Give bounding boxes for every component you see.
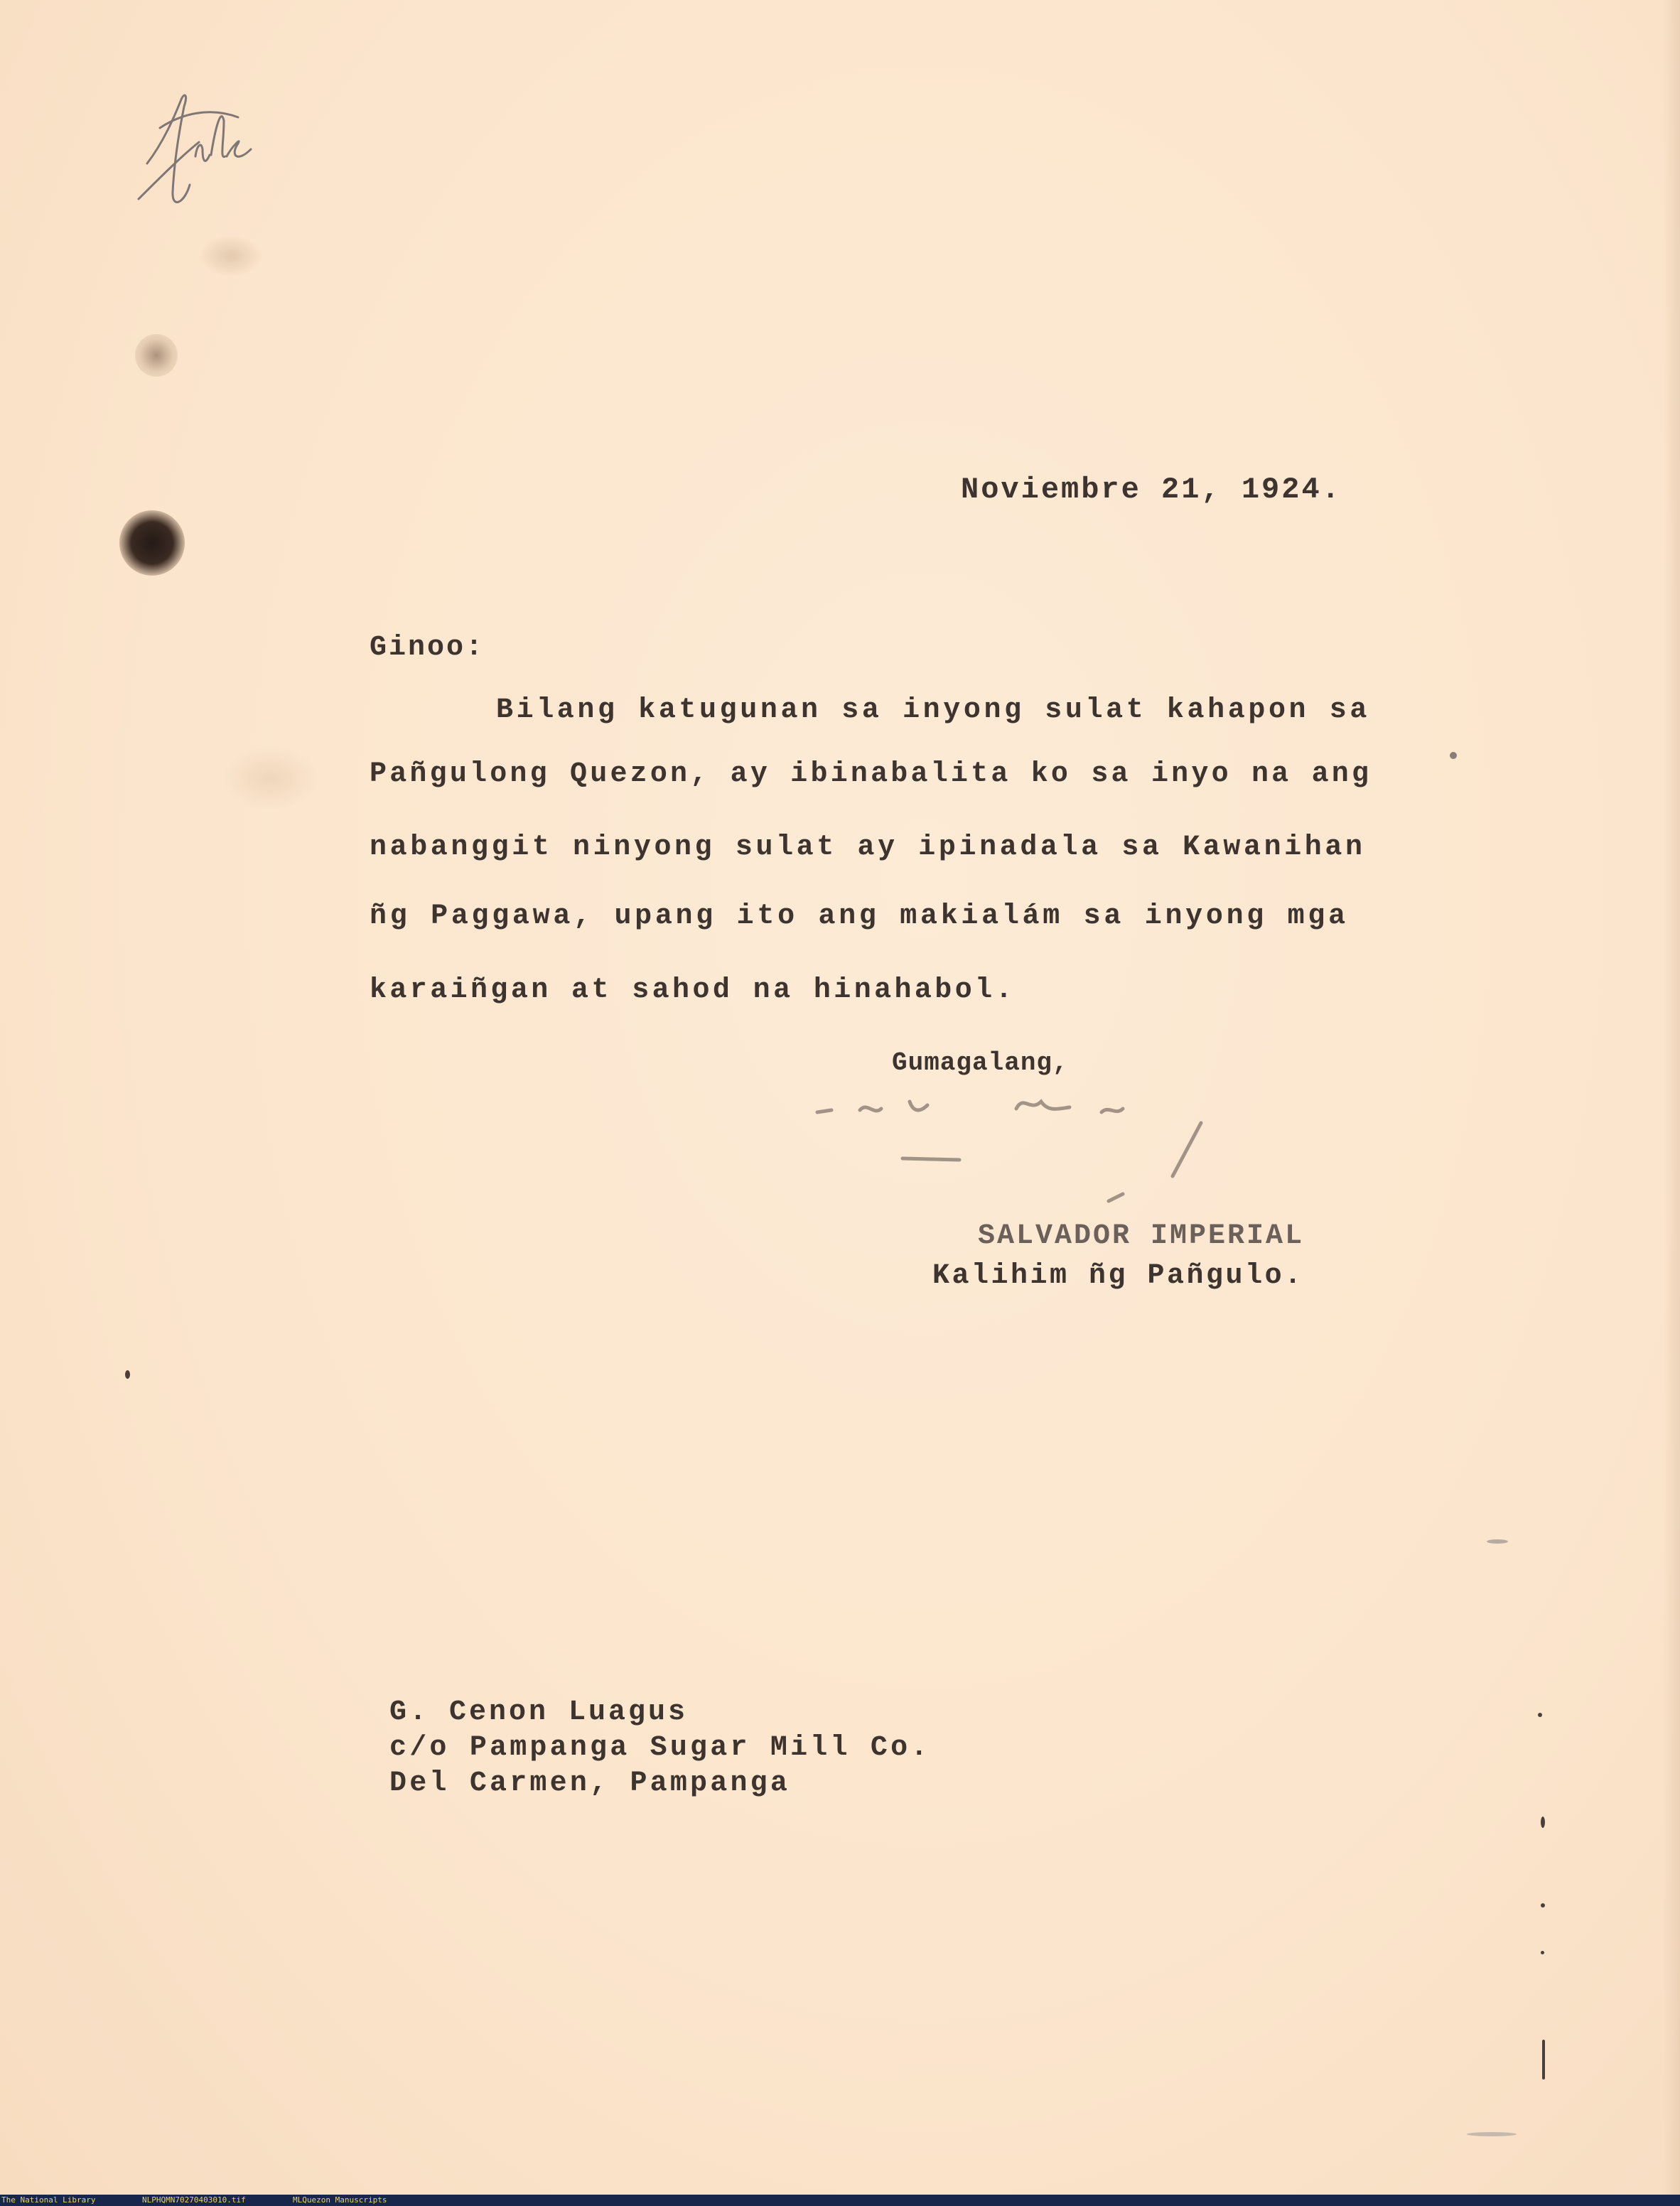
smudge-stain [135, 334, 178, 377]
speck [1538, 1713, 1542, 1717]
speck [1542, 2040, 1545, 2079]
recipient-address-line2: Del Carmen, Pampanga [389, 1768, 791, 1799]
ink-blot [119, 510, 185, 576]
speck [1450, 752, 1457, 759]
signature [803, 1080, 1229, 1222]
body-line: Pañgulong Quezon, ay ibinabalita ko sa inyo na ang [370, 758, 1372, 790]
body-line: nabanggit ninyong sulat ay ipinadala sa Kawanihan [370, 832, 1366, 863]
page-edge-shadow [1663, 0, 1680, 2195]
crease-stain [199, 235, 263, 277]
speck [1467, 2132, 1517, 2136]
signer-title: Kalihim ñg Pañgulo. [932, 1260, 1304, 1292]
body-line: karaiñgan at sahod na hinahabol. [370, 974, 1016, 1006]
faint-stain [220, 746, 320, 810]
speck [1487, 1539, 1508, 1544]
signer-name: SALVADOR IMPERIAL [978, 1220, 1305, 1252]
speck [1541, 1951, 1544, 1954]
salutation: Ginoo: [370, 632, 485, 664]
speck [125, 1370, 130, 1379]
handwritten-file-note [131, 78, 259, 227]
speck [1541, 1817, 1545, 1828]
letter-date: Noviembre 21, 1924. [961, 473, 1342, 507]
recipient-name: G. Cenon Luagus [389, 1696, 689, 1728]
footer-library: The National Library [1, 2195, 96, 2205]
closing: Gumagalang, [892, 1048, 1069, 1077]
footer-file-id: NLPHQMN70270403010.tif [142, 2195, 246, 2205]
speck [1541, 1903, 1545, 1908]
body-line: Bilang katugunan sa inyong sulat kahapon sa [496, 694, 1370, 726]
footer-collection: MLQuezon Manuscripts [293, 2195, 387, 2205]
body-line: ñg Paggawa, upang ito ang makialám sa inyong mga [370, 900, 1349, 932]
handwritten-file-text: File [131, 78, 134, 79]
recipient-address-line1: c/o Pampanga Sugar Mill Co. [389, 1732, 931, 1764]
archive-footer [0, 2195, 1680, 2206]
